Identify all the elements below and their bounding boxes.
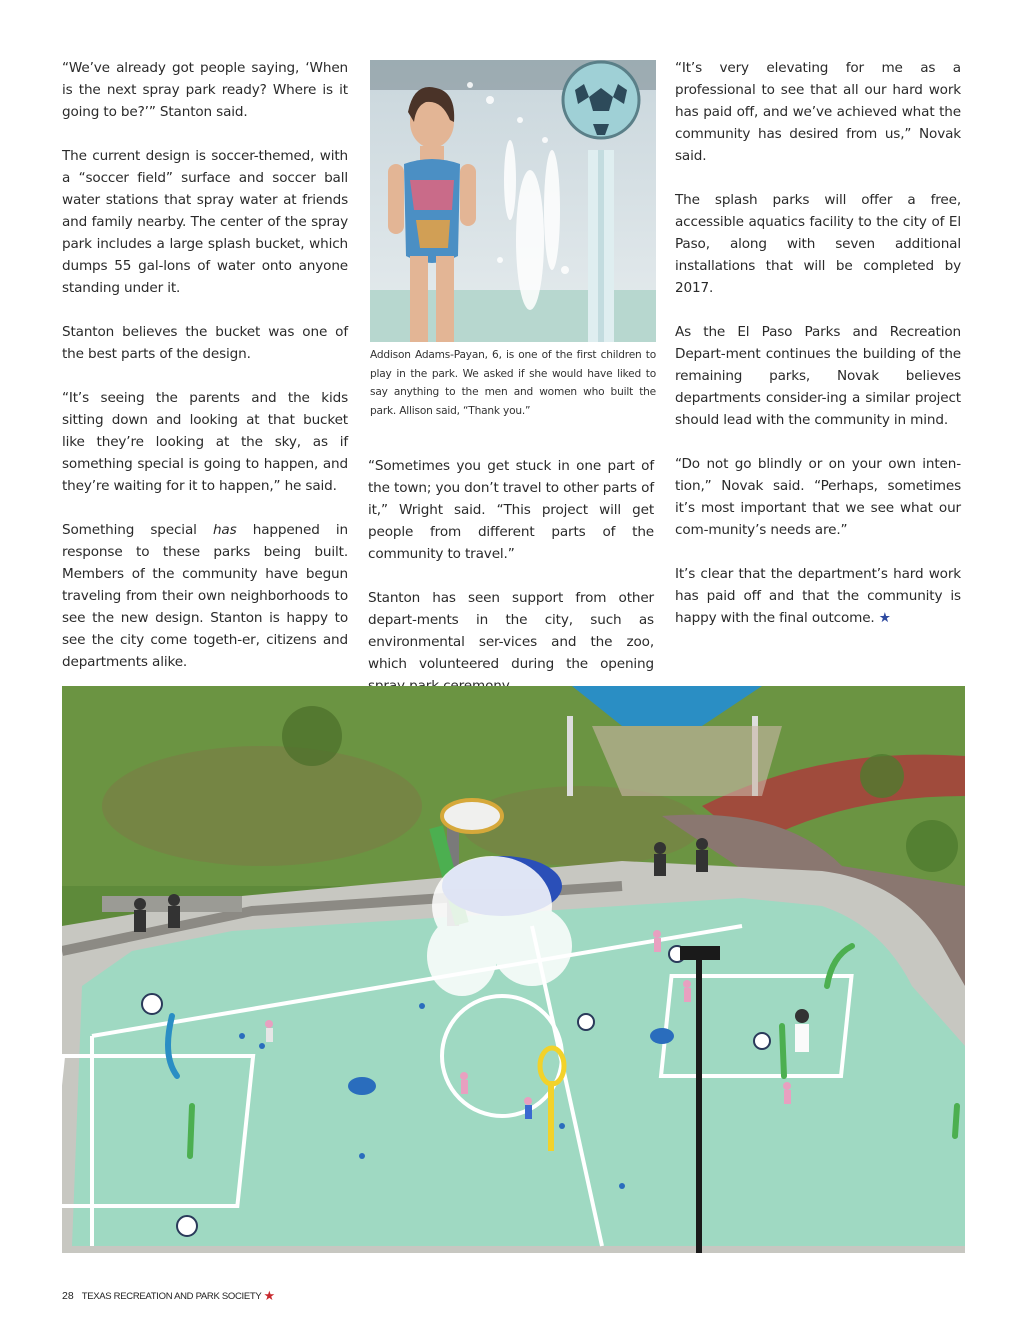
text: Something special [62,522,213,538]
page-footer [62,1288,275,1304]
paragraph: The splash parks will offer a free, accessible aquatics facility to the city of El Paso, along with seven additional installations that will be completed by 2017. [675,192,961,296]
paragraph: “Sometimes you get stuck in one part of the town; you don’t travel to other parts of it,” Wright said. “This project will get people from different parts of the community to travel.” [368,458,654,562]
photo-caption: Addison Adams-Payan, 6, is one of the first children to play in the park. We asked if she would have liked to say anything to the men and women who built the park. Allison said, “Thank you.” [370,349,656,417]
paragraph: The current design is soccer-themed, with a “soccer field” surface and soccer ball water stations that spray water at friends and family nearby. The center of the spray park includes a large splash bucket, which dumps 55 gal-lons of water onto anyone standing under it. [62,148,348,296]
photo-spray-park-aerial [62,686,965,1253]
end-star-icon: ★ [878,610,891,626]
article-column-1 [62,57,348,695]
paragraph: As the El Paso Parks and Recreation Depart-ment continues the building of the remaining parks, Novak believes departments consider-ing a similar project should lead with the community in mind. [675,324,961,428]
paragraph: Stanton has seen support from other depart-ments in the city, such as environmental ser-vices and the zoo, which volunteered during the opening [368,590,654,672]
emphasis: has [212,522,237,538]
paragraph: “It’s very elevating for me as a professional to see that all our hard work has paid off, and we’ve achieved what the community has desired from us,” Novak said. [675,60,961,164]
text: happened in response to these parks being built. Members of the community have begun traveling from their own neighborhoods to see the new design. Stanton is happy to see the city come togeth-er, citizens and departments alike. [62,522,348,670]
text: It’s clear that the department’s hard work has paid off and that the community is happy with the final outcome. [675,566,961,626]
paragraph: “Do not go blindly or on your own inten-tion,” Novak said. “Perhaps, sometimes it’s most important that we see what our com-munity’s needs are.” [675,456,961,538]
star-icon: ★ [263,1288,276,1303]
paragraph: “We’ve already got people saying, ‘When is the next spray park ready? Where is it going to be?’” Stanton said. [62,60,348,120]
paragraph [675,563,961,629]
photo-girl-splash [370,60,656,342]
paragraph [62,519,348,673]
article-column-2 [368,455,654,719]
paragraph: Stanton believes the bucket was one of the best parts of the design. [62,324,348,362]
photo-park-illustration [62,686,965,1253]
publication-name: TEXAS RECREATION AND PARK SOCIETY [81,1290,262,1302]
paragraph: “It’s seeing the parents and the kids sitting down and looking at that bucket like they’re looking at the sky, as if something special is going to happen, and they’re waiting for it to happen,” he said. [62,390,348,494]
photo-girl-illustration [370,60,656,342]
article-column-3 [675,57,961,651]
page-number: 28 [62,1290,74,1302]
